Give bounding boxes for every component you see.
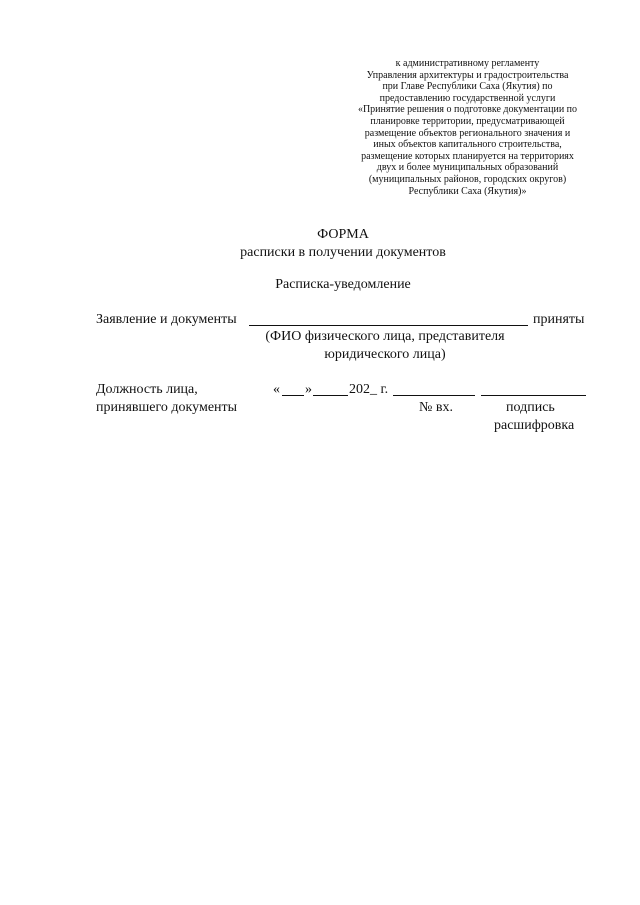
fio-hint-line: (ФИО физического лица, представителя <box>265 329 505 344</box>
receipt-title: Расписка-уведомление <box>275 277 411 292</box>
appendix-line: планировке территории, предусматривающей <box>370 115 565 127</box>
appendix-line: Республики Саха (Якутия)» <box>408 185 527 197</box>
month-line[interactable] <box>313 395 348 396</box>
accepted-label: приняты <box>533 312 585 327</box>
position-label: принявшего документы <box>96 400 238 415</box>
fio-hint <box>250 328 520 364</box>
day-line[interactable] <box>282 395 304 396</box>
decode-label: расшифровка <box>494 418 575 433</box>
form-title: ФОРМА <box>317 227 369 242</box>
docs-label: Заявление и документы <box>96 312 237 327</box>
appendix-line: при Главе Республики Саха (Якутия) по <box>382 81 553 93</box>
quote-open: « <box>273 382 280 397</box>
appendix-header <box>345 58 590 197</box>
appendix-line: размещение объектов регионального значения и <box>364 127 571 139</box>
form-title-block <box>220 226 466 262</box>
appendix-line: иных объектов капитального строительства, <box>373 139 562 151</box>
appendix-line: Управления архитектуры и градостроительства <box>366 69 569 81</box>
fio-hint-line: юридического лица) <box>324 347 446 362</box>
sign-label: подпись <box>506 400 555 415</box>
fio-line[interactable] <box>249 325 528 326</box>
number-line[interactable] <box>393 395 475 396</box>
number-label: № вх. <box>419 400 453 415</box>
appendix-line: предоставлению государственной услуги <box>379 92 556 104</box>
year-label: 202_ г. <box>349 382 389 397</box>
appendix-line: двух и более муниципальных образований <box>376 162 559 174</box>
quote-close: » <box>305 382 312 397</box>
appendix-line: к административному регламенту <box>395 58 540 69</box>
form-subtitle: расписки в получении документов <box>240 245 446 260</box>
signature-line[interactable] <box>481 395 586 396</box>
appendix-line: (муниципальных районов, городских округов) <box>368 173 567 185</box>
position-label: Должность лица, <box>96 382 198 397</box>
appendix-line: размещение которых планируется на территориях <box>361 150 574 162</box>
appendix-line: «Принятие решения о подготовке документации по <box>357 104 578 116</box>
